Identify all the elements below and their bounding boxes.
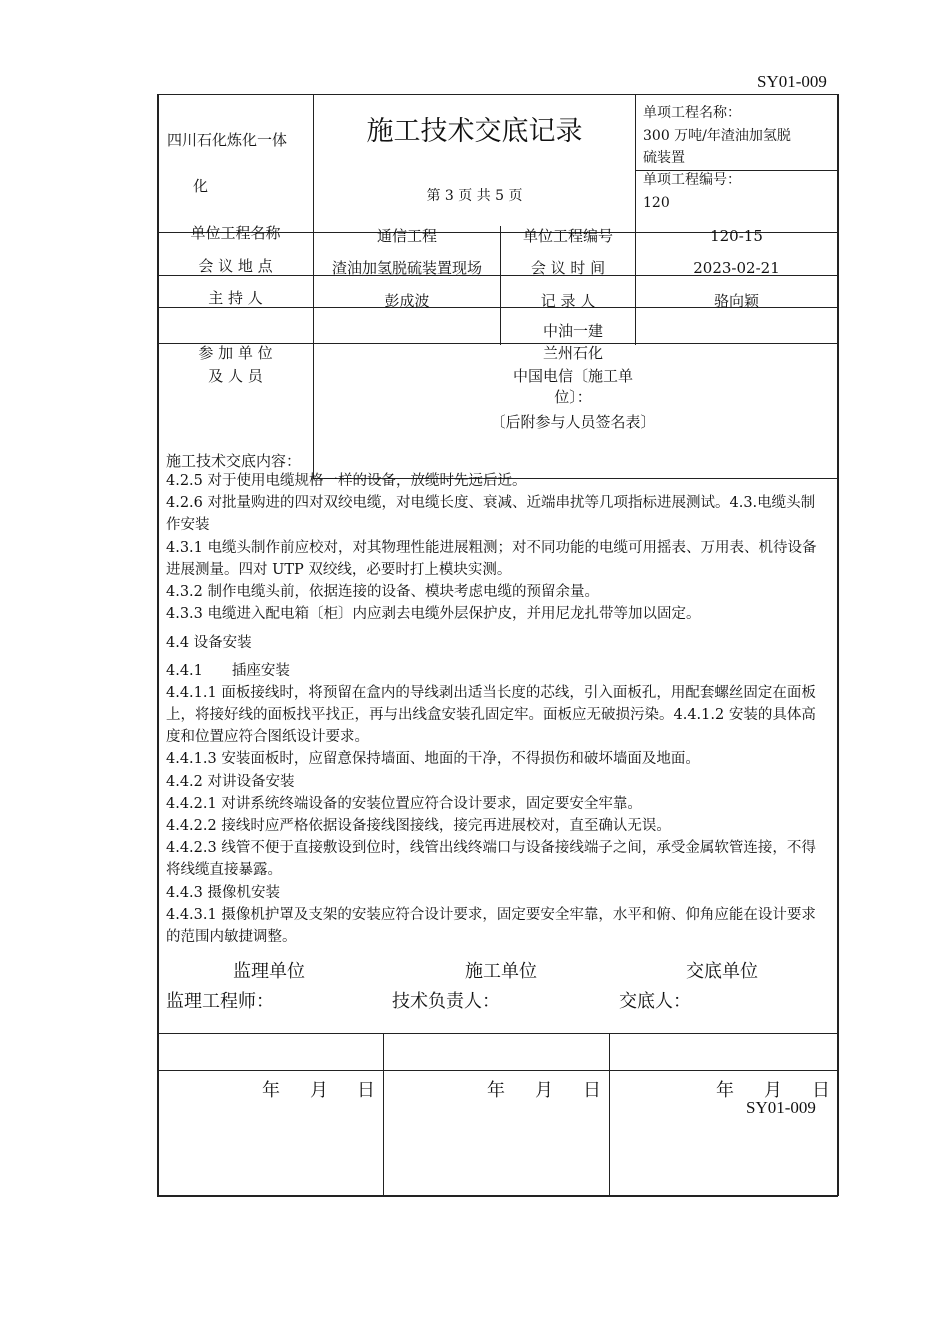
participants-note: 〔后附参与人员签名表〕 xyxy=(490,413,656,431)
content-paragraph: 4.4.3 摄像机安装 xyxy=(166,884,281,901)
construction-unit-label: 施工单位 xyxy=(465,961,537,982)
meeting-place-label: 会 议 地 点 xyxy=(198,257,273,275)
content-paragraph: 4.4.1.1 面板接线时，将预留在盒内的导线剥出适当长度的芯线，引入面板孔，用配套螺丝固定在面板上，将接好线的面板找平找正，再与出线盒安装孔固定牢。面板应无破损污染。4.4.1.2 安装的具体高度和位置应符合图纸设计要求。 xyxy=(166,684,816,746)
date-month: 月 xyxy=(535,1080,553,1101)
content-paragraph: 4.4.1 插座安装 xyxy=(166,662,290,679)
project-no-value: 120 xyxy=(643,195,670,211)
meeting-time-label: 会 议 时 间 xyxy=(530,259,606,277)
content-paragraph: 4.3.1 电缆头制作前应校对，对其物理性能进展粗测；对不同功能的电缆可用摇表、万用表、机待设备进展测量。四对 UTP 双绞线，必要时打上模块实测。 xyxy=(166,539,817,578)
content-paragraph: 4.4.2 对讲设备安装 xyxy=(166,773,295,790)
date-month: 月 xyxy=(310,1080,328,1101)
unit-no-value: 120-15 xyxy=(710,227,763,245)
participant-unit-cont: 位〕： xyxy=(554,388,592,406)
supervisor-unit-label: 监理单位 xyxy=(233,961,305,982)
content-body xyxy=(166,470,826,948)
content-paragraph: 4.4.2.3 线管不便于直接敷设到位时，线管出线终端口与设备接线端子之间，承受金属软管连接，不得将线缆直接暴露。 xyxy=(166,840,816,879)
table-border-right xyxy=(837,94,839,1196)
table-border-bottom xyxy=(157,1195,838,1197)
host-value: 彭成波 xyxy=(384,292,430,310)
content-paragraph: 4.4.2.2 接线时应严格依据设备接线图接线，接完再进展校对，直至确认无误。 xyxy=(166,818,671,835)
content-paragraph: 4.2.5 对于使用电缆规格一样的设备，放缆时先远后近。 xyxy=(166,473,527,489)
date-day: 日 xyxy=(583,1080,601,1101)
participant-unit: 中国电信〔施工单 xyxy=(512,367,633,385)
content-paragraph: 4.4.3.1 摄像机护罩及支架的安装应符合设计要求，固定要安全牢靠，水平和俯、仰角应能在设计要求的范围内敏捷调整。 xyxy=(166,906,816,946)
recorder-label: 记 录 人 xyxy=(540,292,596,310)
content-paragraph: 4.3.2 制作电缆头前，依据连接的设备、模块考虑电缆的预留余量。 xyxy=(166,584,600,601)
meeting-time-value: 2023-02-21 xyxy=(693,259,780,277)
divider xyxy=(383,1033,384,1196)
date-month: 月 xyxy=(764,1080,782,1101)
participant-unit: 兰州石化 xyxy=(542,344,603,362)
participant-unit: 中油一建 xyxy=(542,322,603,340)
divider xyxy=(609,1033,610,1196)
recorder-value: 骆向颖 xyxy=(713,292,759,310)
content-paragraph: 4.4.2.1 对讲系统终端设备的安装位置应符合设计要求，固定要安全牢靠。 xyxy=(166,795,642,812)
handover-unit-label: 交底单位 xyxy=(686,961,758,982)
date-year: 年 xyxy=(716,1080,734,1101)
divider xyxy=(635,94,636,233)
content-paragraph: 4.4 设备安装 xyxy=(166,635,252,652)
content-heading: 施工技术交底内容： xyxy=(166,452,302,470)
project-name-value: 300 万吨/年渣油加氢脱 xyxy=(643,128,791,144)
divider xyxy=(157,1033,838,1034)
unit-name-label: 单位工程名称 xyxy=(190,224,281,242)
doc-code-bottom: SY01-009 xyxy=(746,1098,816,1117)
participants-label: 参 加 单 位 xyxy=(198,344,273,362)
unit-name-value: 通信工程 xyxy=(376,227,437,245)
content-paragraph: 4.3.3 电缆进入配电箱〔柜〕内应剥去电缆外层保护皮，并用尼龙扎带等加以固定。 xyxy=(166,606,701,623)
project-no-label: 单项工程编号： xyxy=(643,172,741,188)
date-year: 年 xyxy=(262,1080,280,1101)
project-name-label: 单项工程名称： xyxy=(643,105,741,121)
content-paragraph: 4.4.1.3 安装面板时，应留意保持墙面、地面的干净，不得损伤和破坏墙面及地面。 xyxy=(166,751,700,768)
page-title: 施工技术交底记录 xyxy=(366,116,583,147)
divider xyxy=(313,94,314,478)
meeting-place-value: 渣油加氢脱硫装置现场 xyxy=(331,259,482,277)
tech-lead-label: 技术负责人： xyxy=(392,991,500,1012)
host-label: 主 持 人 xyxy=(208,289,263,307)
unit-no-label: 单位工程编号 xyxy=(522,227,613,245)
doc-code-top: SY01-009 xyxy=(757,72,827,91)
date-year: 年 xyxy=(487,1080,505,1101)
company-name-line2: 化 xyxy=(193,177,209,195)
date-day: 日 xyxy=(812,1080,830,1101)
participants-label-cont: 及 人 员 xyxy=(208,367,263,385)
content-paragraph: 4.2.6 对批量购进的四对双绞电缆，对电缆长度、衰减、近端串扰等几项指标进展测试。4.3.电缆头制作安装 xyxy=(166,495,816,534)
handover-person-label: 交底人： xyxy=(619,991,691,1012)
project-name-value-cont: 硫装置 xyxy=(643,150,685,166)
supervisor-engineer-label: 监理工程师： xyxy=(166,991,274,1012)
table-border-top xyxy=(157,94,838,95)
date-day: 日 xyxy=(357,1080,375,1101)
divider xyxy=(157,1070,838,1071)
page-info: 第 3 页 共 5 页 xyxy=(426,188,523,204)
company-name-line1: 四川石化炼化一体 xyxy=(167,131,288,149)
